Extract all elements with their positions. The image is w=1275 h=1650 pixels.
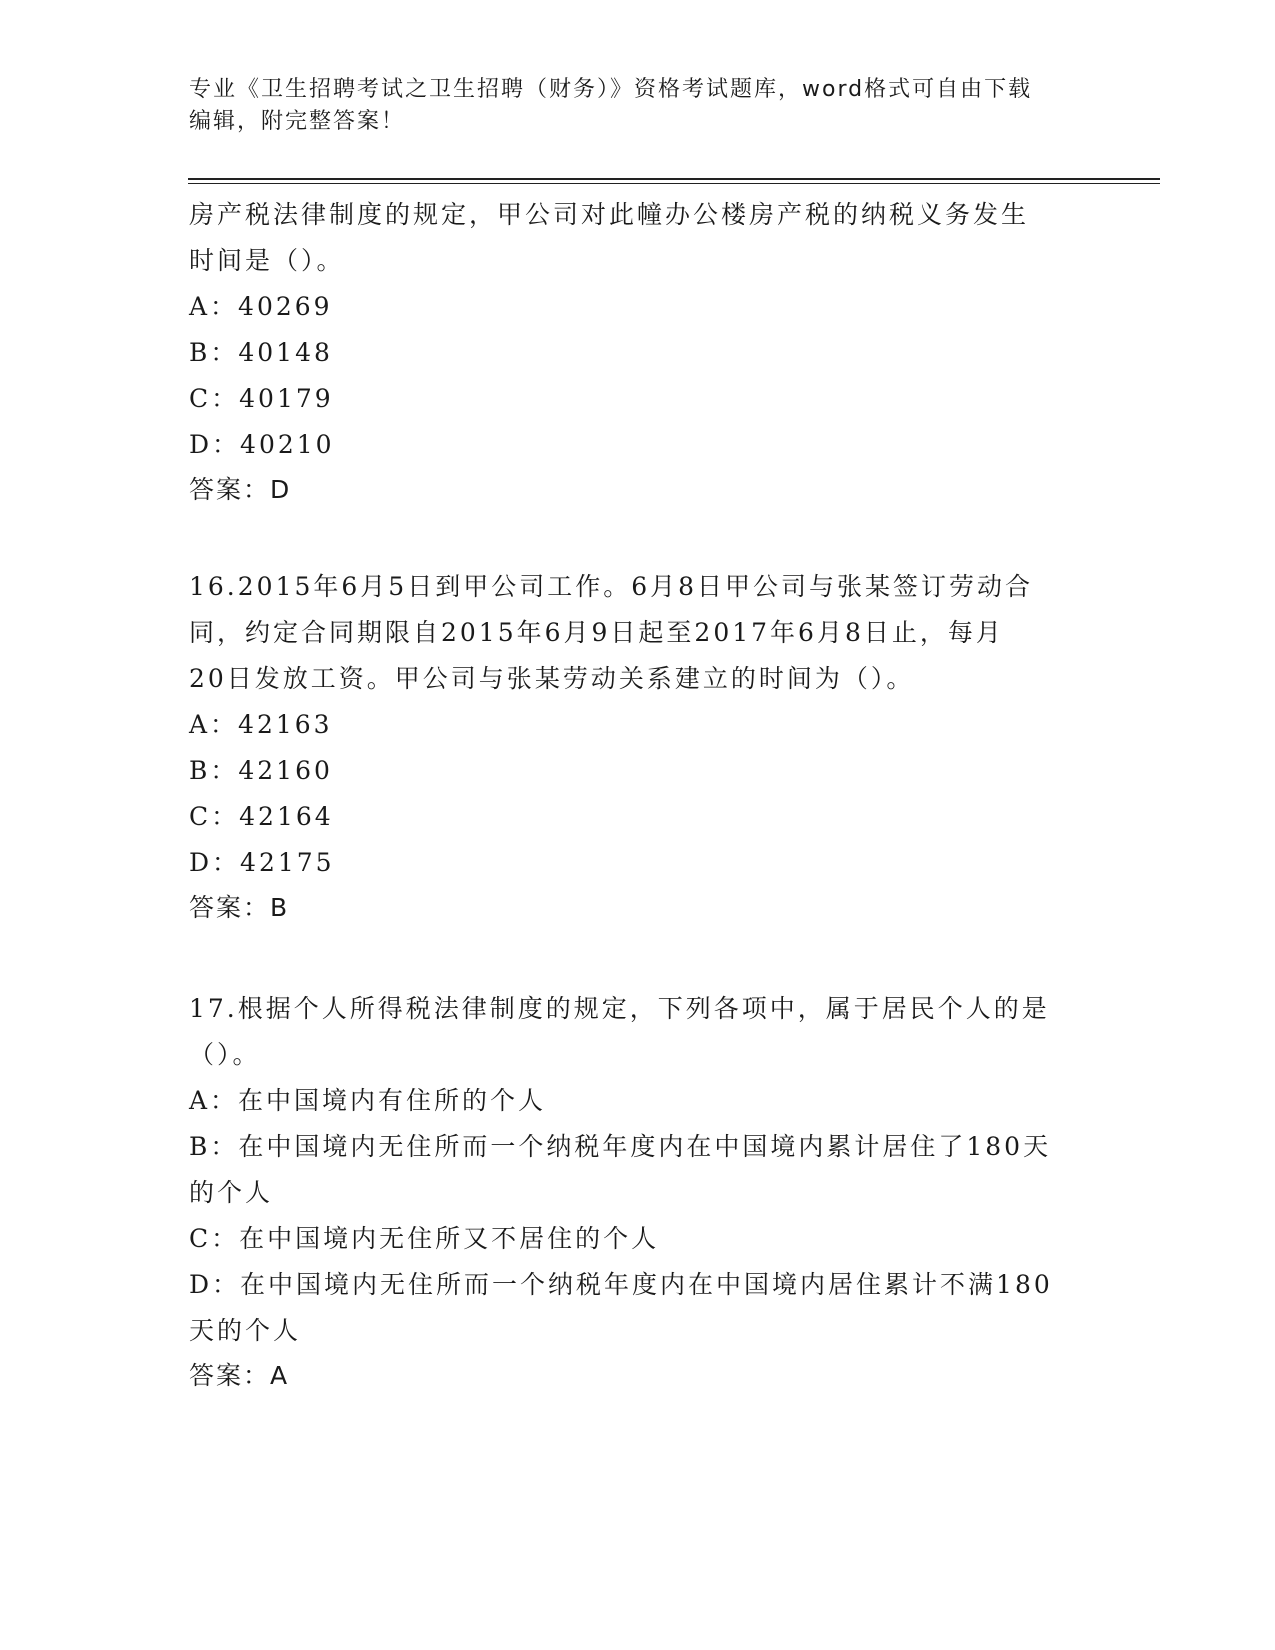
question-stem-line: 16.2015年6月5日到甲公司工作。6月8日甲公司与张某签订劳动合 xyxy=(189,572,1034,601)
option-b: B：在中国境内无住所而一个纳税年度内在中国境内累计居住了180天 xyxy=(189,1132,1052,1161)
option-d-continued: 天的个人 xyxy=(189,1316,302,1345)
option-a: A：在中国境内有住所的个人 xyxy=(189,1086,547,1115)
header-rule-thick xyxy=(188,178,1160,180)
question-stem-line: 同，约定合同期限自2015年6月9日起至2017年6月8日止，每月 xyxy=(189,618,1004,647)
option-d: D：40210 xyxy=(189,430,335,459)
question-15 xyxy=(189,192,1089,512)
option-d: D：在中国境内无住所而一个纳税年度内在中国境内居住累计不满180 xyxy=(189,1270,1053,1299)
option-c: C：在中国境内无住所又不居住的个人 xyxy=(189,1224,660,1253)
option-a: A：42163 xyxy=(189,710,333,739)
option-a: A：40269 xyxy=(189,292,333,321)
question-17 xyxy=(189,986,1089,1398)
question-stem-line: 17.根据个人所得税法律制度的规定，下列各项中，属于居民个人的是 xyxy=(189,994,1050,1023)
answer-line: 答案：B xyxy=(189,893,290,922)
header-line-2: 编辑，附完整答案！ xyxy=(189,109,406,134)
header-rule-thin xyxy=(188,183,1160,184)
answer-line: 答案：A xyxy=(189,1361,290,1390)
question-stem-line: 20日发放工资。甲公司与张某劳动关系建立的时间为（）。 xyxy=(189,664,915,693)
page-header xyxy=(189,74,1089,138)
option-c: C：40179 xyxy=(189,384,334,413)
answer-line: 答案：D xyxy=(189,475,292,504)
question-stem-line: 房产税法律制度的规定，甲公司对此幢办公楼房产税的纳税义务发生 xyxy=(189,200,1030,229)
option-b: B：42160 xyxy=(189,756,333,785)
question-16 xyxy=(189,564,1089,930)
question-stem-line: （）。 xyxy=(189,1040,261,1069)
option-b-continued: 的个人 xyxy=(189,1178,274,1207)
option-d: D：42175 xyxy=(189,848,335,877)
option-b: B：40148 xyxy=(189,338,333,367)
question-stem-line: 时间是（）。 xyxy=(189,246,345,275)
header-line-1: 专业《卫生招聘考试之卫生招聘（财务）》资格考试题库，word格式可自由下载 xyxy=(189,77,1033,102)
question-content xyxy=(189,192,1089,1398)
option-c: C：42164 xyxy=(189,802,334,831)
